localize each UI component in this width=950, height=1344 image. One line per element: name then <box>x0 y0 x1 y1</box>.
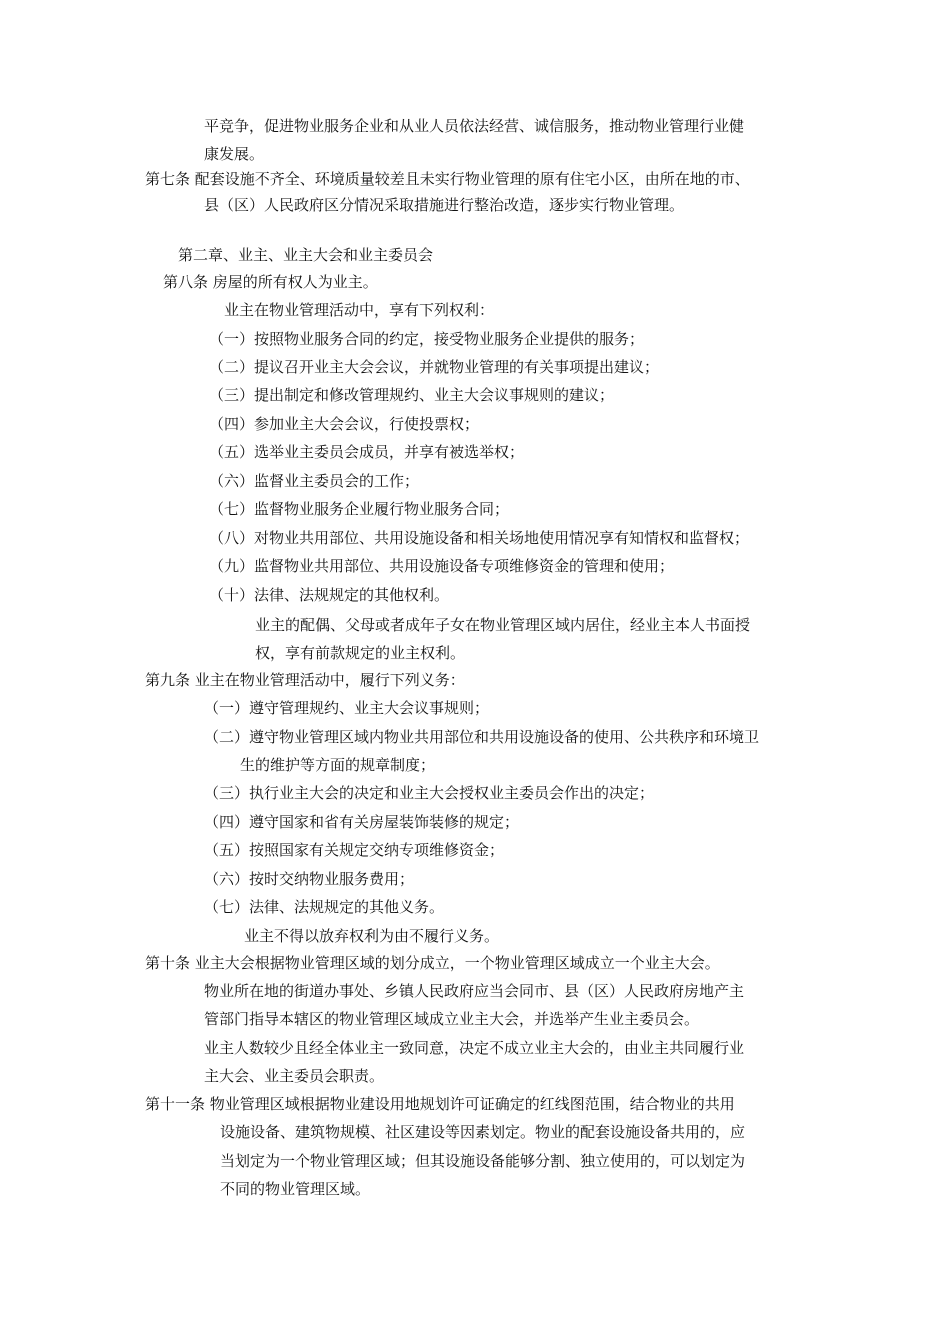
list-item: （八）对物业共用部位、共用设施设备和相关场地使用情况享有知情权和监督权； <box>209 529 750 547</box>
text-line: 物业所在地的街道办事处、乡镇人民政府应当会同市、县（区）人民政府房地产主 <box>204 982 745 1000</box>
article-10-heading: 第十条 业主大会根据物业管理区域的划分成立，一个物业管理区域成立一个业主大会。 <box>145 954 720 972</box>
chapter-2-title: 第二章、业主、业主大会和业主委员会 <box>178 246 434 264</box>
text-line: 生的维护等方面的规章制度； <box>240 756 436 774</box>
text-line: 业主在物业管理活动中，享有下列权利： <box>224 301 495 319</box>
article-9-heading: 第九条 业主在物业管理活动中，履行下列义务： <box>145 671 465 689</box>
text-line: 业主人数较少且经全体业主一致同意，决定不成立业主大会的，由业主共同履行业 <box>204 1039 745 1057</box>
text-line: 管部门指导本辖区的物业管理区域成立业主大会，并选举产生业主委员会。 <box>204 1010 700 1028</box>
text-line: 当划定为一个物业管理区域；但其设施设备能够分割、独立使用的，可以划定为 <box>220 1152 746 1170</box>
list-item: （七）法律、法规规定的其他义务。 <box>204 898 445 916</box>
text-line: 康发展。 <box>204 145 265 163</box>
list-item: （二）遵守物业管理区域内物业共用部位和共用设施设备的使用、公共秩序和环境卫 <box>204 728 760 746</box>
list-item: （七）监督物业服务企业履行物业服务合同； <box>209 500 510 518</box>
list-item: （十）法律、法规规定的其他权利。 <box>209 586 450 604</box>
list-item: （一）按照物业服务合同的约定，接受物业服务企业提供的服务； <box>209 330 645 348</box>
text-line: 主大会、业主委员会职责。 <box>204 1067 385 1085</box>
text-line: 业主的配偶、父母或者成年子女在物业管理区域内居住，经业主本人书面授 <box>255 616 751 634</box>
list-item: （三）提出制定和修改管理规约、业主大会议事规则的建议； <box>209 386 615 404</box>
article-11-heading: 第十一条 物业管理区域根据物业建设用地规划许可证确定的红线图范围，结合物业的共用 <box>145 1095 735 1113</box>
list-item: （四）遵守国家和省有关房屋装饰装修的规定； <box>204 813 520 831</box>
list-item: （四）参加业主大会会议，行使投票权； <box>209 415 480 433</box>
article-8-heading: 第八条 房屋的所有权人为业主。 <box>163 273 378 291</box>
text-line: 平竞争，促进物业服务企业和从业人员依法经营、诚信服务，推动物业管理行业健 <box>204 117 745 135</box>
list-item: （三）执行业主大会的决定和业主大会授权业主委员会作出的决定； <box>204 784 655 802</box>
list-item: （五）按照国家有关规定交纳专项维修资金； <box>204 841 505 859</box>
text-line: 县（区）人民政府区分情况采取措施进行整治改造，逐步实行物业管理。 <box>204 196 685 214</box>
article-7-heading: 第七条 配套设施不齐全、环境质量较差且未实行物业管理的原有住宅小区，由所在地的市、 <box>145 170 750 188</box>
text-line: 业主不得以放弃权利为由不履行义务。 <box>244 927 500 945</box>
text-line: 权，享有前款规定的业主权利。 <box>255 644 466 662</box>
text-line: 设施设备、建筑物规模、社区建设等因素划定。物业的配套设施设备共用的，应 <box>220 1123 746 1141</box>
list-item: （五）选举业主委员会成员，并享有被选举权； <box>209 443 525 461</box>
text-line: 不同的物业管理区域。 <box>220 1180 371 1198</box>
list-item: （二）提议召开业主大会会议，并就物业管理的有关事项提出建议； <box>209 358 660 376</box>
list-item: （一）遵守管理规约、业主大会议事规则； <box>204 699 490 717</box>
list-item: （六）按时交纳物业服务费用； <box>204 870 415 888</box>
list-item: （六）监督业主委员会的工作； <box>209 472 420 490</box>
list-item: （九）监督物业共用部位、共用设施设备专项维修资金的管理和使用； <box>209 557 675 575</box>
